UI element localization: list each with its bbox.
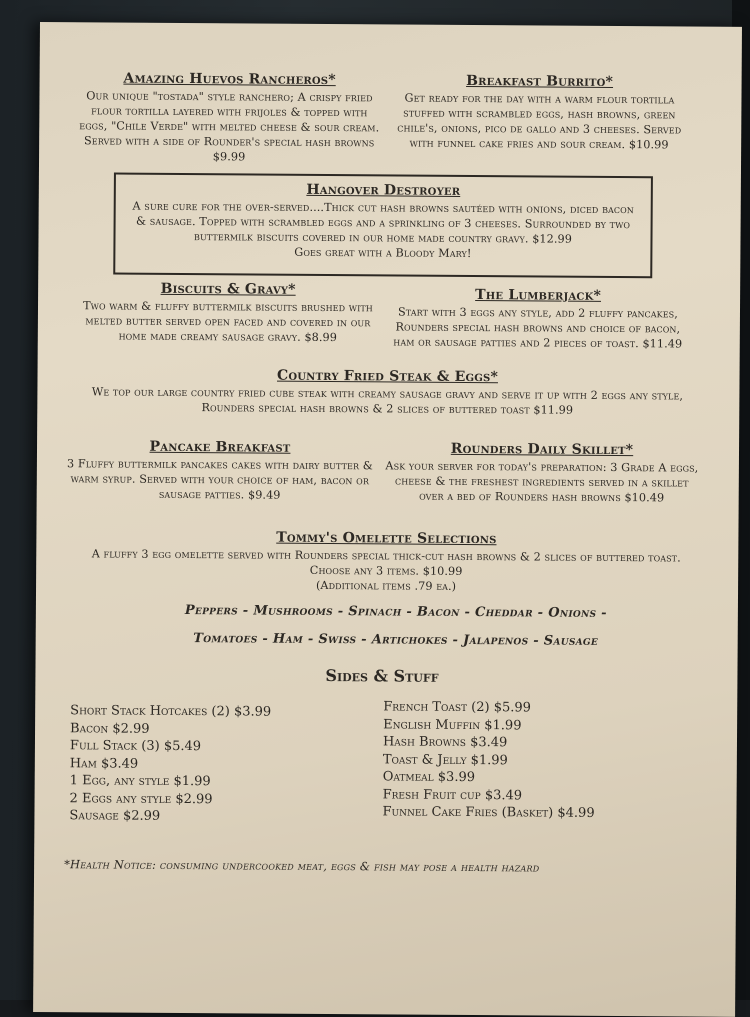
menu-page xyxy=(33,22,742,1017)
sides-title: Sides & Stuff xyxy=(325,666,439,686)
item-lumberjack xyxy=(388,286,688,351)
item-title: Hangover Destroyer xyxy=(306,181,461,199)
item-country-fried-steak xyxy=(67,366,707,418)
side-item: Bacon $2.99 xyxy=(70,720,150,737)
item-title: Tommy's Omelette Selections xyxy=(276,529,497,548)
omelette-fillings-line-1: Peppers - Mushrooms - Spinach - Bacon - Cheddar - Onions - xyxy=(184,603,607,621)
item-description: Ask your server for today's preparation: 3 Grade A eggs, cheese & the freshest ingredients served in a skillet over a bed of Rounders hash browns $10.49 xyxy=(385,459,699,505)
sides-left-column xyxy=(69,702,271,826)
item-title: Country Fried Steak & Eggs* xyxy=(276,367,499,386)
sides-right-column xyxy=(382,698,595,822)
item-description: Two warm & fluffy buttermilk biscuits brushed with melted butter served open faced and covered in our home made creamy sausage gravy. $8.99 xyxy=(83,299,373,345)
side-item: Fresh Fruit cup $3.49 xyxy=(382,786,523,803)
item-title: The Lumberjack* xyxy=(475,287,602,304)
side-item: Oatmeal $3.99 xyxy=(382,769,476,786)
item-note: Goes great with a Bloody Mary! xyxy=(294,245,472,261)
side-item: Sausage $2.99 xyxy=(69,808,161,824)
item-huevos-rancheros xyxy=(79,70,380,165)
side-item: Hash Browns $3.49 xyxy=(382,734,508,751)
item-description: Get ready for the day with a warm flour tortilla stuffed with scrambled eggs, hash browns, green chile's, onions, pico de gallo and 3 cheeses. Served with funnel cake fries and sour cream. $10.99 xyxy=(397,91,682,152)
item-title: Amazing Huevos Rancheros* xyxy=(123,70,336,89)
item-description: We top our large country fried cube steak with creamy sausage gravy and serve it up with 2 eggs any style, Rounders special hash browns & 2 slices of buttered toast $11.99 xyxy=(91,385,684,417)
side-item: English Muffin $1.99 xyxy=(383,716,522,733)
item-title: Rounders Daily Skillet* xyxy=(450,440,634,459)
item-title: Biscuits & Gravy* xyxy=(160,280,296,298)
item-description: Our unique "tostada" style ranchero; A crispy fried flour tortilla layered with frijoles & topped with eggs, "Chile Verde" with melted cheese & sour cream. Served with a side of Rounder's special hash browns $9.99 xyxy=(79,89,380,164)
side-item: Funnel Cake Fries (Basket) $4.99 xyxy=(382,804,595,821)
item-description: 3 Fluffy buttermilk pancakes cakes with dairy butter & warm syrup. Served with your choice of ham, bacon or sausage patties. $9.49 xyxy=(66,457,373,502)
item-description: A fluffy 3 egg omelette served with Rounders special thick-cut hash browns & 2 slices of buttered toast. Choose any 3 items. $10.99 xyxy=(91,547,681,578)
item-extra: (Additional items .79 ea.) xyxy=(315,578,457,593)
item-omelette xyxy=(66,528,706,595)
item-pancake-breakfast xyxy=(65,438,375,503)
side-item: 2 Eggs any style $2.99 xyxy=(69,790,213,807)
item-daily-skillet xyxy=(382,440,702,505)
item-hangover-destroyer xyxy=(113,173,653,279)
omelette-fillings-line-2: Tomatoes - Ham - Swiss - Artichokes - Jalapenos - Sausage xyxy=(193,631,599,649)
side-item: French Toast (2) $5.99 xyxy=(383,699,532,716)
side-item: 1 Egg, any style $1.99 xyxy=(69,773,211,790)
item-description: Start with 3 eggs any style, add 2 fluffy pancakes, Rounders special hash browns and choice of bacon, ham or sausage patties and 2 pieces of toast. $11.49 xyxy=(393,305,683,351)
item-breakfast-burrito xyxy=(384,72,695,152)
item-description: A sure cure for the over-served....Thick cut hash browns sautéed with onions, diced bacon & sausage. Topped with scrambled eggs and a sprinkling of 3 cheeses. Surrounded by two buttermilk biscuits covered in our home made country gravy. $12.99 xyxy=(132,199,634,246)
item-title: Breakfast Burrito* xyxy=(466,72,614,91)
item-biscuits-gravy xyxy=(78,280,378,345)
side-item: Full Stack (3) $5.49 xyxy=(69,738,202,755)
side-item: Toast & Jelly $1.99 xyxy=(382,751,508,768)
item-title: Pancake Breakfast xyxy=(149,438,291,456)
side-item: Ham $3.49 xyxy=(69,755,139,772)
side-item: Short Stack Hotcakes (2) $3.99 xyxy=(70,703,272,720)
health-notice: *Health Notice: consuming undercooked meat, eggs & fish may pose a health hazard xyxy=(64,857,540,875)
